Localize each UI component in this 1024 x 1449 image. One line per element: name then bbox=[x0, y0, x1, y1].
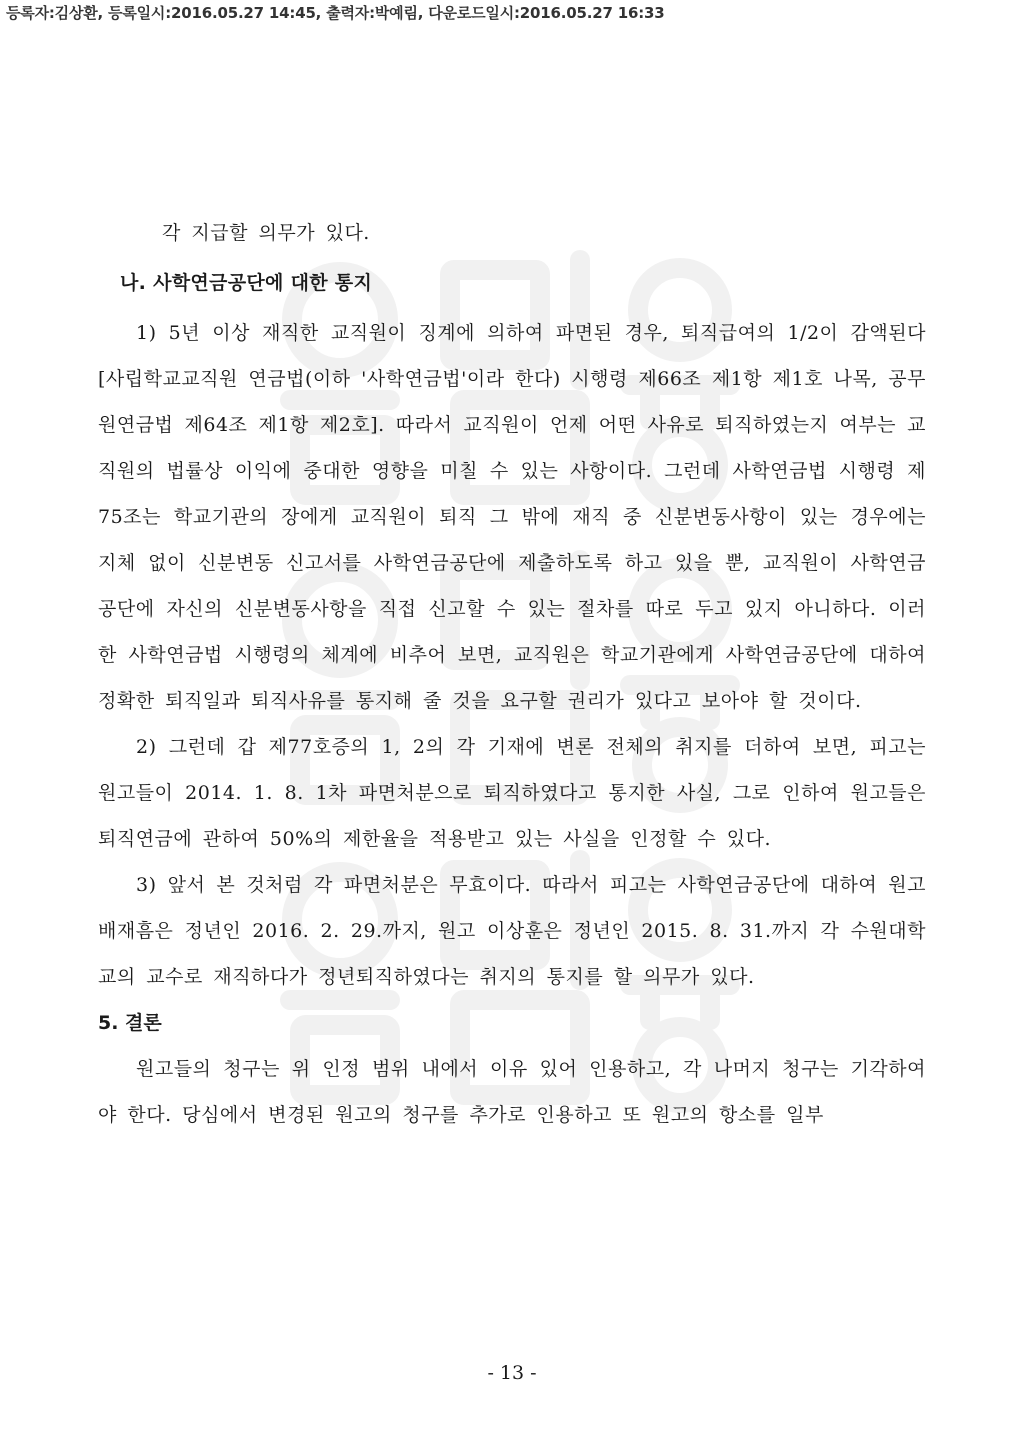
page-number: - 13 - bbox=[487, 1362, 537, 1384]
paragraph-continuation: 각 지급할 의무가 있다. bbox=[162, 222, 370, 244]
paragraph-3: 3) 앞서 본 것처럼 각 파면처분은 무효이다. 따라서 피고는 사학연금공단에 대하여 원고 배재흠은 정년인 2016. 2. 29.까지, 원고 이상훈은 정년인 2015. 8. 31.까지 각 수원대학교의 교수로 재직하다가 정년퇴직하였다는 취지의 통지를 할 의무가 있다. bbox=[98, 874, 926, 988]
section-heading-conclusion: 5. 결론 bbox=[98, 1012, 162, 1034]
download-stamp: 등록자:김상환, 등록일시:2016.05.27 14:45, 출력자:박예림, 다운로드일시:2016.05.27 16:33 bbox=[6, 4, 665, 22]
paragraph-4: 원고들의 청구는 위 인정 범위 내에서 이유 있어 인용하고, 각 나머지 청구는 기각하여야 한다. 당심에서 변경된 원고의 청구를 추가로 인용하고 또 원고의 항소를 일부 bbox=[98, 1058, 926, 1126]
section-heading-na: 나. 사학연금공단에 대한 통지 bbox=[120, 272, 373, 294]
document-body bbox=[98, 210, 926, 1138]
paragraph-1: 1) 5년 이상 재직한 교직원이 징계에 의하여 파면된 경우, 퇴직급여의 1/2이 감액된다[사립학교교직원 연금법(이하 '사학연금법'이라 한다) 시행령 제66조 제1항 제1호 나목, 공무원연금법 제64조 제1항 제2호]. 따라서 교직원이 언제 어떤 사유로 퇴직하였는지 여부는 교직원의 법률상 이익에 중대한 영향을 미칠 수 있는 사항이다. 그런데 사학연금법 시행령 제75조는 학교기관의 장에게 교직원이 퇴직 그 밖에 재직 중 신분변동사항이 있는 경우에는 지체 없이 신분변동 신고서를 사학연금공단에 제출하도록 하고 있을 뿐, 교직원이 사학연금공단에 자신의 신분변동사항을 직접 신고할 수 있는 절차를 따로 두고 있지 아니하다. 이러한 사학연금법 시행령의 체계에 비추어 보면, 교직원은 학교기관에게 사학연금공단에 대하여 정확한 퇴직일과 퇴직사유를 통지해 줄 것을 요구할 권리가 있다고 보아야 할 것이다. bbox=[98, 322, 926, 712]
paragraph-2: 2) 그런데 갑 제77호증의 1, 2의 각 기재에 변론 전체의 취지를 더하여 보면, 피고는 원고들이 2014. 1. 8. 1차 파면처분으로 퇴직하였다고 통지한 사실, 그로 인하여 원고들은 퇴직연금에 관하여 50%의 제한율을 적용받고 있는 사실을 인정할 수 있다. bbox=[98, 736, 926, 850]
